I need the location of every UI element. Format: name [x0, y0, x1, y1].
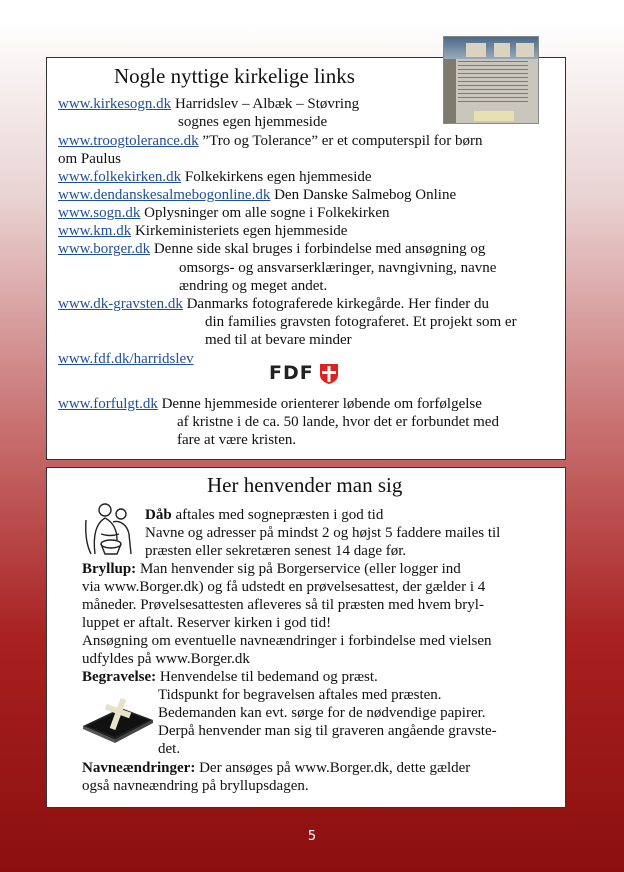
link-salmebog[interactable]: www.dendanskesalmebogonline.dk	[58, 187, 271, 203]
link-description: Oplysninger om alle sogne i Folkekirken	[140, 205, 390, 221]
link-sogn[interactable]: www.sogn.dk	[58, 205, 141, 221]
link-description: fare at være kristen.	[177, 432, 297, 448]
link-line-salmebog	[58, 186, 456, 204]
link-line-kirkesogn	[58, 95, 359, 113]
name-change-text: også navneændring på bryllupsdagen.	[82, 778, 309, 794]
link-description: Denne side skal bruges i forbindelse med ansøgning og	[150, 241, 486, 257]
link-description: Kirkeministeriets egen hjemmeside	[131, 223, 348, 239]
wedding-text: via www.Borger.dk) og få udstedt en prøvelsesattest, der gælder i 4	[82, 579, 486, 595]
funeral-label: Begravelse:	[82, 669, 157, 685]
link-description: af kristne i de ca. 50 lande, hvor det er forbundet med	[177, 414, 499, 430]
link-line-forfulgt	[58, 395, 482, 413]
link-line-sogn	[58, 204, 390, 222]
link-description: ”Tro og Tolerance” er et computerspil for børn	[198, 133, 483, 149]
links-title: Nogle nyttige kirkelige links	[114, 64, 355, 88]
link-description: Danmarks fotograferede kirkegårde. Her finder du	[182, 296, 489, 312]
baptism-text: aftales med sognepræsten i god tid	[171, 507, 384, 523]
link-line-borger	[58, 240, 485, 258]
link-line-gravsten	[58, 295, 489, 313]
link-folkekirken[interactable]: www.folkekirken.dk	[58, 169, 182, 185]
link-gravsten[interactable]: www.dk-gravsten.dk	[58, 296, 183, 312]
link-km[interactable]: www.km.dk	[58, 223, 132, 239]
link-description: omsorgs- og ansvarserklæringer, navngivning, navne	[179, 260, 497, 276]
link-kirkesogn[interactable]: www.kirkesogn.dk	[58, 96, 172, 112]
link-description: med til at bevare minder	[205, 332, 352, 348]
funeral-text: Tidspunkt for begravelsen aftales med præsten.	[158, 687, 442, 703]
link-description: ændring og meget andet.	[179, 278, 328, 294]
wedding-text: luppet er aftalt. Reserver kirken i god tid!	[82, 615, 332, 631]
fdf-shield-icon	[318, 363, 340, 385]
funeral-line	[82, 668, 378, 686]
funeral-text: Bedemanden kan evt. sørge for de nødvendige papirer.	[158, 705, 486, 721]
link-description: Denne hjemmeside orienterer løbende om forfølgelse	[157, 396, 482, 412]
name-change-text: Der ansøges på www.Borger.dk, dette gælder	[195, 760, 471, 776]
fdf-logo-text: FDF	[269, 362, 314, 384]
link-description: om Paulus	[58, 151, 121, 167]
link-line-folkekirken	[58, 168, 372, 186]
contact-box	[46, 467, 566, 808]
link-description: sognes egen hjemmeside	[178, 114, 328, 130]
page-number: 5	[307, 829, 317, 844]
baptism-icon	[83, 500, 141, 556]
wedding-text: Ansøgning om eventuelle navneændringer i forbindelse med vielsen	[82, 633, 492, 649]
baptism-line	[145, 506, 383, 524]
wedding-text: Man henvender sig på Borgerservice (eller logger ind	[136, 561, 461, 577]
funeral-text: Henvendelse til bedemand og præst.	[156, 669, 378, 685]
contact-title: Her henvender man sig	[207, 473, 403, 497]
link-borger[interactable]: www.borger.dk	[58, 241, 151, 257]
link-description: Harridslev – Albæk – Støvring	[171, 96, 360, 112]
link-fdf[interactable]: www.fdf.dk/harridslev	[58, 351, 194, 367]
name-change-line	[82, 759, 470, 777]
wedding-text: måneder. Prøvelsesattesten afleveres så til præsten med hvem bryl-	[82, 597, 484, 613]
link-troogtolerance[interactable]: www.troogtolerance.dk	[58, 133, 199, 149]
link-line-troogtolerance	[58, 132, 483, 150]
wedding-text: udfyldes på www.Borger.dk	[82, 651, 250, 667]
baptism-text: Navne og adresser på mindst 2 og højst 5 faddere mailes til	[145, 525, 501, 541]
links-box	[46, 57, 566, 460]
link-line-fdf	[58, 350, 194, 368]
bible-cross-icon	[81, 694, 155, 744]
baptism-label: Dåb	[145, 507, 172, 523]
link-description: Folkekirkens egen hjemmeside	[181, 169, 372, 185]
name-change-label: Navneændringer:	[82, 760, 196, 776]
link-forfulgt[interactable]: www.forfulgt.dk	[58, 396, 158, 412]
wedding-label: Bryllup:	[82, 561, 137, 577]
link-description: din families gravsten fotograferet. Et projekt som er	[205, 314, 517, 330]
link-line-km	[58, 222, 347, 240]
wedding-line	[82, 560, 461, 578]
baptism-text: præsten eller sekretæren senest 14 dage før.	[145, 543, 407, 559]
funeral-text: Derpå henvender man sig til graveren angående gravste-	[158, 723, 497, 739]
website-screenshot-thumbnail	[443, 36, 539, 124]
funeral-text: det.	[158, 741, 181, 757]
link-description: Den Danske Salmebog Online	[270, 187, 457, 203]
